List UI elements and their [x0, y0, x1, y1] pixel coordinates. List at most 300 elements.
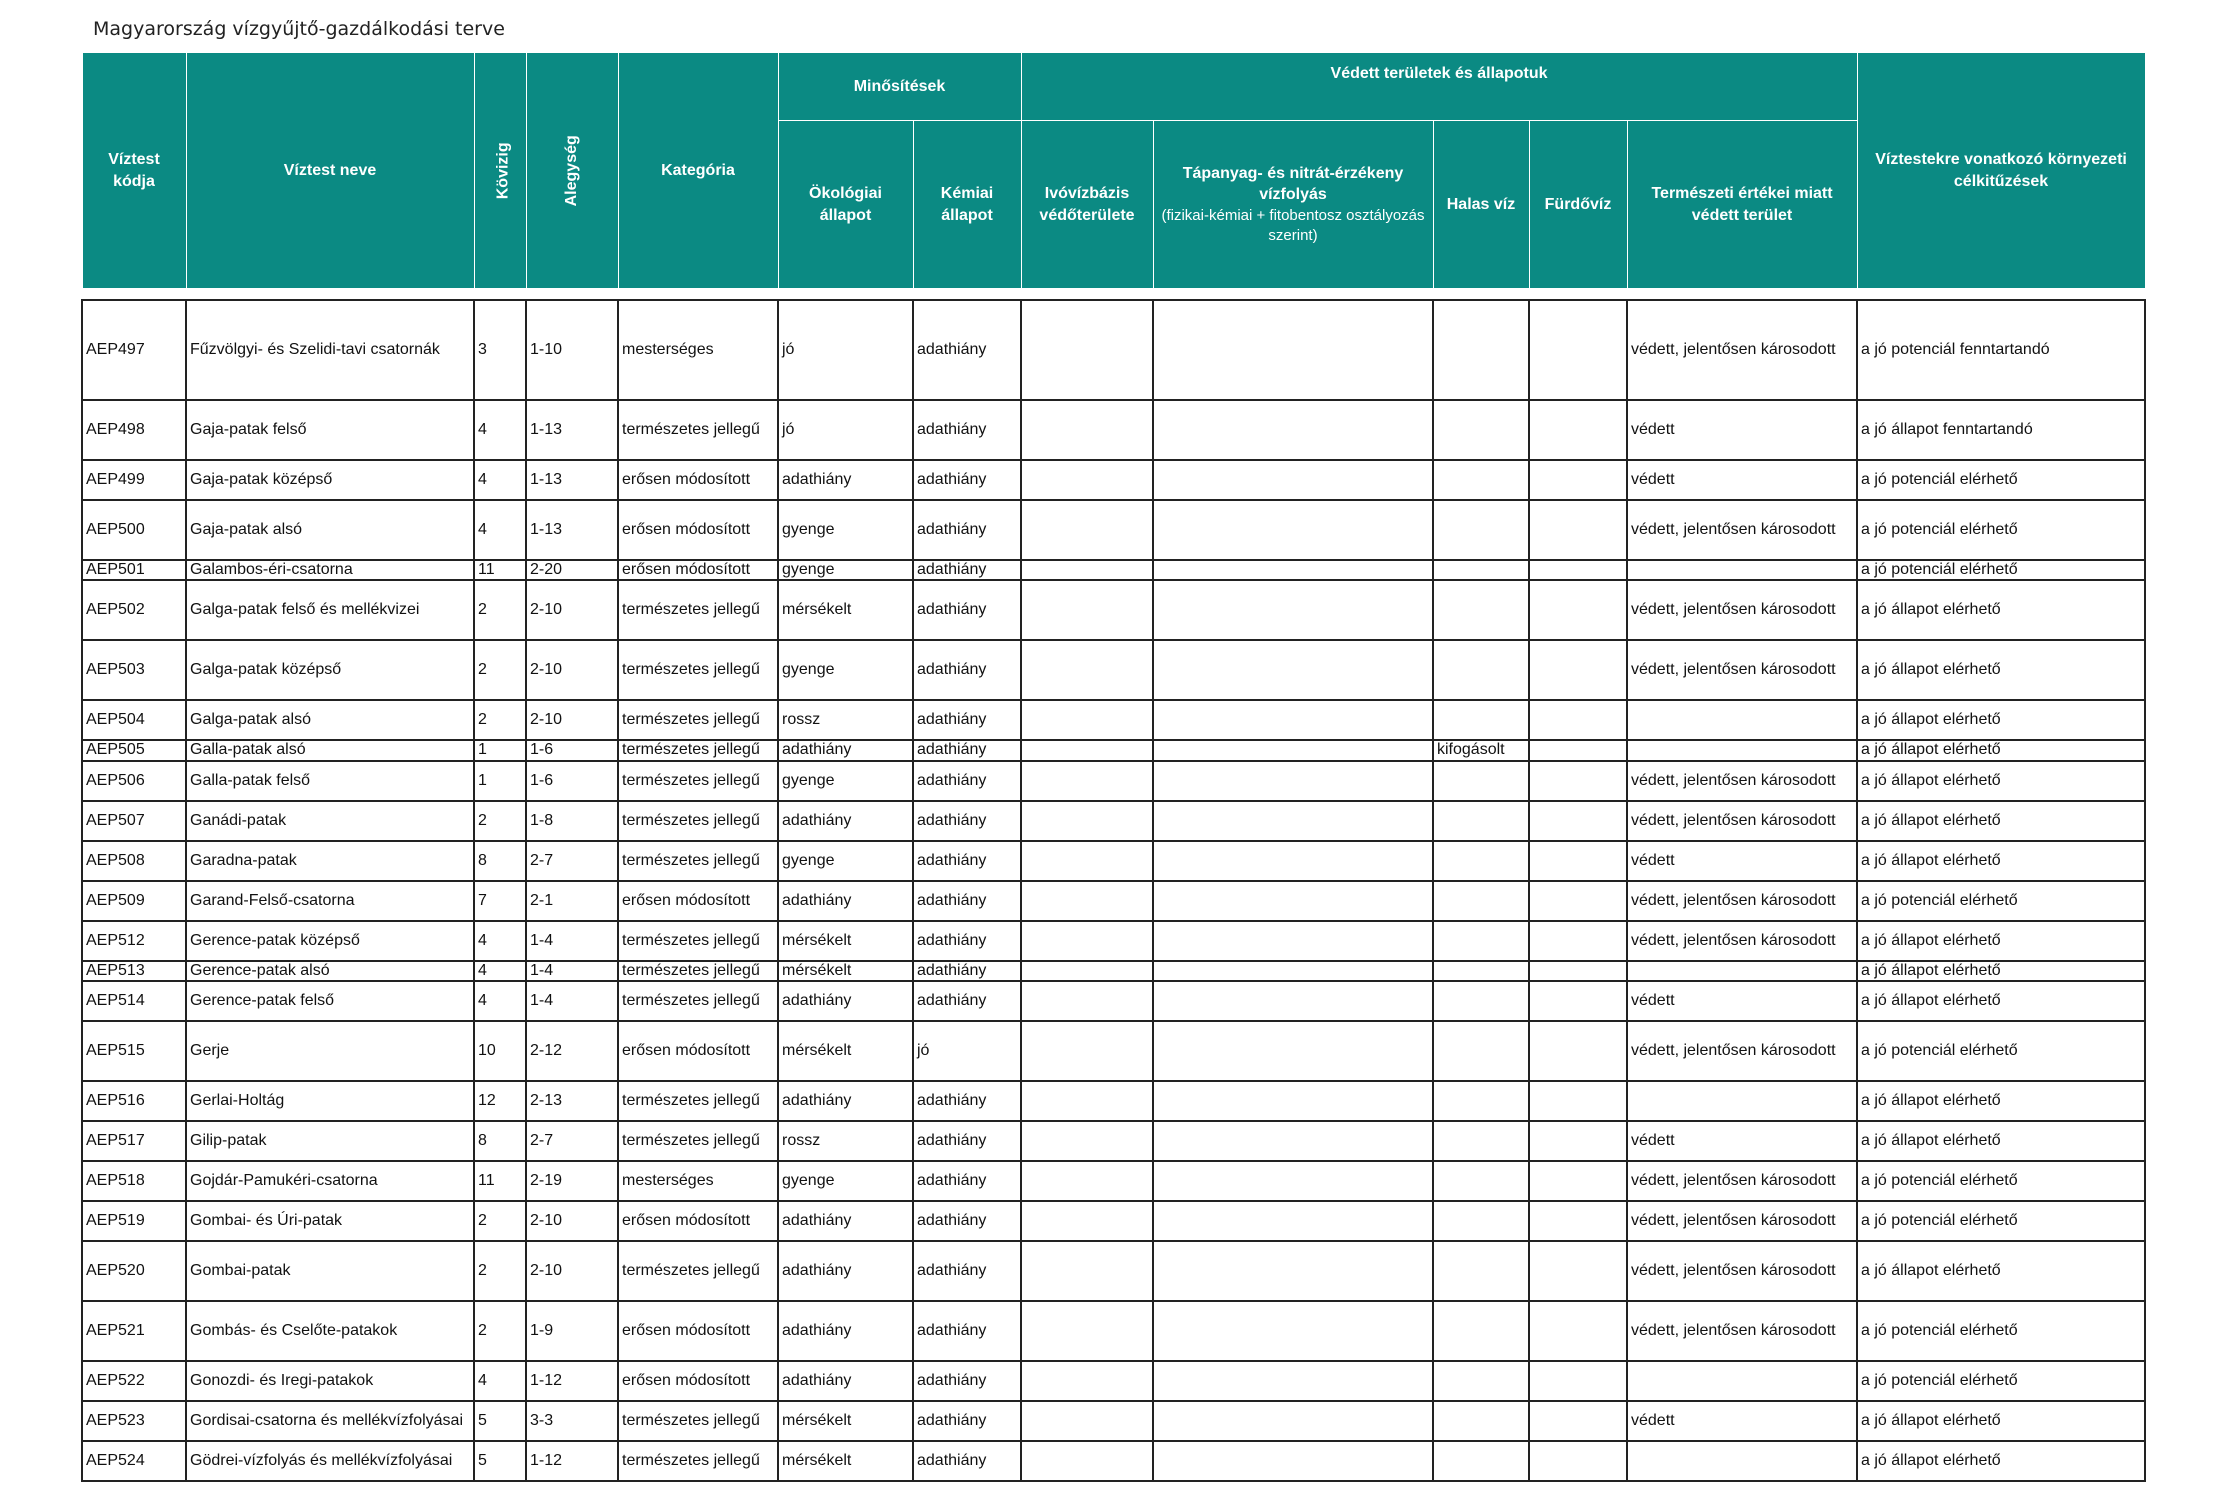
- cell-chemical: adathiány: [913, 400, 1021, 460]
- cell-objective: a jó állapot elérhető: [1857, 1401, 2145, 1441]
- table-row: [82, 1121, 2145, 1161]
- table-row: [82, 1361, 2145, 1401]
- cell-ecological: mérsékelt: [778, 1441, 913, 1481]
- table-row: [82, 1401, 2145, 1441]
- cell-nature: védett, jelentősen károsodott: [1627, 300, 1857, 400]
- cell-name: Galla-patak felső: [186, 761, 474, 801]
- header-code: Víztest kódja: [82, 53, 186, 289]
- cell-category: erősen módosított: [618, 560, 778, 580]
- cell-ecological: gyenge: [778, 1161, 913, 1201]
- cell-code: AEP515: [82, 1021, 186, 1081]
- cell-alegyseg: 2-7: [526, 841, 618, 881]
- cell-category: természetes jellegű: [618, 1441, 778, 1481]
- cell-ecological: adathiány: [778, 1081, 913, 1121]
- cell-nature: védett, jelentősen károsodott: [1627, 580, 1857, 640]
- cell-nutrient: [1153, 300, 1433, 400]
- cell-alegyseg: 1-4: [526, 921, 618, 961]
- cell-objective: a jó állapot elérhető: [1857, 740, 2145, 760]
- cell-nutrient: [1153, 1021, 1433, 1081]
- cell-code: AEP519: [82, 1201, 186, 1241]
- cell-ecological: adathiány: [778, 1301, 913, 1361]
- cell-chemical: adathiány: [913, 1241, 1021, 1301]
- cell-kovizig: 4: [474, 500, 526, 560]
- cell-chemical: adathiány: [913, 1201, 1021, 1241]
- cell-name: Garand-Felső-csatorna: [186, 881, 474, 921]
- cell-name: Gombai-patak: [186, 1241, 474, 1301]
- water-body-table: [81, 52, 2146, 1482]
- cell-nature: védett: [1627, 981, 1857, 1021]
- cell-category: természetes jellegű: [618, 640, 778, 700]
- cell-objective: a jó potenciál elérhető: [1857, 500, 2145, 560]
- cell-alegyseg: 1-8: [526, 801, 618, 841]
- cell-drinking: [1021, 740, 1153, 760]
- cell-ecological: adathiány: [778, 981, 913, 1021]
- cell-kovizig: 2: [474, 700, 526, 740]
- cell-nutrient: [1153, 1401, 1433, 1441]
- cell-bathing: [1529, 1241, 1627, 1301]
- cell-ecological: gyenge: [778, 500, 913, 560]
- cell-nature: védett: [1627, 400, 1857, 460]
- cell-category: erősen módosított: [618, 881, 778, 921]
- cell-nutrient: [1153, 1201, 1433, 1241]
- cell-alegyseg: 1-13: [526, 460, 618, 500]
- cell-name: Gerence-patak középső: [186, 921, 474, 961]
- cell-kovizig: 2: [474, 801, 526, 841]
- cell-bathing: [1529, 961, 1627, 981]
- cell-fish: [1433, 580, 1529, 640]
- cell-fish: [1433, 1401, 1529, 1441]
- cell-name: Ganádi-patak: [186, 801, 474, 841]
- cell-objective: a jó állapot elérhető: [1857, 961, 2145, 981]
- cell-kovizig: 1: [474, 740, 526, 760]
- cell-name: Galla-patak alsó: [186, 740, 474, 760]
- cell-chemical: adathiány: [913, 580, 1021, 640]
- cell-nutrient: [1153, 981, 1433, 1021]
- cell-bathing: [1529, 1161, 1627, 1201]
- cell-code: AEP504: [82, 700, 186, 740]
- cell-nutrient: [1153, 640, 1433, 700]
- cell-category: természetes jellegű: [618, 580, 778, 640]
- cell-code: AEP498: [82, 400, 186, 460]
- cell-drinking: [1021, 1121, 1153, 1161]
- cell-name: Galga-patak felső és mellékvizei: [186, 580, 474, 640]
- cell-nature: védett, jelentősen károsodott: [1627, 801, 1857, 841]
- cell-category: erősen módosított: [618, 500, 778, 560]
- cell-bathing: [1529, 921, 1627, 961]
- cell-drinking: [1021, 1081, 1153, 1121]
- cell-chemical: adathiány: [913, 961, 1021, 981]
- cell-code: AEP524: [82, 1441, 186, 1481]
- cell-fish: [1433, 841, 1529, 881]
- cell-alegyseg: 1-9: [526, 1301, 618, 1361]
- cell-fish: kifogásolt: [1433, 740, 1529, 760]
- cell-chemical: adathiány: [913, 981, 1021, 1021]
- cell-drinking: [1021, 560, 1153, 580]
- table-row: [82, 1161, 2145, 1201]
- cell-objective: a jó potenciál elérhető: [1857, 1161, 2145, 1201]
- header-category: Kategória: [618, 53, 778, 289]
- table-row: [82, 1241, 2145, 1301]
- cell-ecological: adathiány: [778, 801, 913, 841]
- cell-code: AEP509: [82, 881, 186, 921]
- table-row: [82, 801, 2145, 841]
- cell-kovizig: 12: [474, 1081, 526, 1121]
- cell-code: AEP500: [82, 500, 186, 560]
- table-row: [82, 761, 2145, 801]
- cell-fish: [1433, 801, 1529, 841]
- cell-kovizig: 8: [474, 1121, 526, 1161]
- cell-ecological: jó: [778, 300, 913, 400]
- cell-category: erősen módosított: [618, 1201, 778, 1241]
- cell-name: Gerlai-Holtág: [186, 1081, 474, 1121]
- cell-drinking: [1021, 1201, 1153, 1241]
- cell-category: természetes jellegű: [618, 981, 778, 1021]
- cell-chemical: adathiány: [913, 1361, 1021, 1401]
- cell-drinking: [1021, 1021, 1153, 1081]
- cell-alegyseg: 2-20: [526, 560, 618, 580]
- cell-nature: [1627, 560, 1857, 580]
- cell-nature: [1627, 961, 1857, 981]
- cell-drinking: [1021, 500, 1153, 560]
- cell-objective: a jó potenciál elérhető: [1857, 1361, 2145, 1401]
- cell-alegyseg: 1-6: [526, 740, 618, 760]
- cell-nutrient: [1153, 921, 1433, 961]
- cell-bathing: [1529, 740, 1627, 760]
- table-row: [82, 740, 2145, 760]
- cell-alegyseg: 1-4: [526, 961, 618, 981]
- cell-name: Gaja-patak középső: [186, 460, 474, 500]
- cell-chemical: adathiány: [913, 740, 1021, 760]
- cell-objective: a jó állapot elérhető: [1857, 700, 2145, 740]
- cell-fish: [1433, 761, 1529, 801]
- cell-alegyseg: 2-10: [526, 1201, 618, 1241]
- cell-fish: [1433, 921, 1529, 961]
- cell-kovizig: 4: [474, 961, 526, 981]
- cell-nutrient: [1153, 841, 1433, 881]
- cell-ecological: rossz: [778, 700, 913, 740]
- document-title: Magyarország vízgyűjtő-gazdálkodási terve: [93, 18, 505, 40]
- header-ecological: Ökológiai állapot: [778, 121, 913, 289]
- cell-category: természetes jellegű: [618, 841, 778, 881]
- cell-name: Gordisai-csatorna és mellékvízfolyásai: [186, 1401, 474, 1441]
- cell-objective: a jó állapot elérhető: [1857, 1241, 2145, 1301]
- cell-alegyseg: 1-6: [526, 761, 618, 801]
- cell-name: Gombai- és Úri-patak: [186, 1201, 474, 1241]
- cell-ecological: adathiány: [778, 1201, 913, 1241]
- cell-code: AEP506: [82, 761, 186, 801]
- cell-drinking: [1021, 400, 1153, 460]
- cell-name: Gombás- és Cselőte-patakok: [186, 1301, 474, 1361]
- cell-objective: a jó állapot elérhető: [1857, 801, 2145, 841]
- cell-nature: védett, jelentősen károsodott: [1627, 761, 1857, 801]
- cell-nutrient: [1153, 740, 1433, 760]
- cell-name: Gilip-patak: [186, 1121, 474, 1161]
- cell-nature: védett, jelentősen károsodott: [1627, 640, 1857, 700]
- cell-nutrient: [1153, 460, 1433, 500]
- cell-objective: a jó potenciál elérhető: [1857, 1301, 2145, 1361]
- cell-objective: a jó potenciál elérhető: [1857, 560, 2145, 580]
- cell-nature: [1627, 1081, 1857, 1121]
- cell-kovizig: 4: [474, 981, 526, 1021]
- cell-fish: [1433, 1121, 1529, 1161]
- cell-bathing: [1529, 881, 1627, 921]
- cell-category: természetes jellegű: [618, 921, 778, 961]
- cell-alegyseg: 2-19: [526, 1161, 618, 1201]
- cell-name: Gerje: [186, 1021, 474, 1081]
- cell-bathing: [1529, 580, 1627, 640]
- cell-bathing: [1529, 1441, 1627, 1481]
- cell-bathing: [1529, 500, 1627, 560]
- cell-code: AEP514: [82, 981, 186, 1021]
- cell-objective: a jó állapot elérhető: [1857, 640, 2145, 700]
- cell-ecological: mérsékelt: [778, 921, 913, 961]
- cell-ecological: adathiány: [778, 1241, 913, 1301]
- table-row: [82, 841, 2145, 881]
- header-nature: Természeti értékei miatt védett terület: [1627, 121, 1857, 289]
- cell-chemical: adathiány: [913, 640, 1021, 700]
- cell-chemical: adathiány: [913, 560, 1021, 580]
- cell-ecological: gyenge: [778, 640, 913, 700]
- cell-chemical: adathiány: [913, 1441, 1021, 1481]
- cell-nutrient: [1153, 1241, 1433, 1301]
- cell-kovizig: 4: [474, 921, 526, 961]
- cell-alegyseg: 2-10: [526, 700, 618, 740]
- cell-category: erősen módosított: [618, 460, 778, 500]
- cell-fish: [1433, 460, 1529, 500]
- cell-chemical: adathiány: [913, 921, 1021, 961]
- cell-fish: [1433, 1021, 1529, 1081]
- cell-ecological: gyenge: [778, 841, 913, 881]
- cell-chemical: adathiány: [913, 460, 1021, 500]
- header-nutrient-title: Tápanyag- és nitrát-érzékeny vízfolyás: [1182, 164, 1404, 204]
- cell-name: Galambos-éri-csatorna: [186, 560, 474, 580]
- cell-nature: védett: [1627, 1121, 1857, 1161]
- cell-kovizig: 2: [474, 580, 526, 640]
- cell-ecological: mérsékelt: [778, 961, 913, 981]
- cell-drinking: [1021, 700, 1153, 740]
- cell-ecological: adathiány: [778, 1361, 913, 1401]
- cell-drinking: [1021, 841, 1153, 881]
- cell-alegyseg: 3-3: [526, 1401, 618, 1441]
- cell-chemical: adathiány: [913, 801, 1021, 841]
- cell-objective: a jó állapot elérhető: [1857, 1441, 2145, 1481]
- cell-nature: védett, jelentősen károsodott: [1627, 1161, 1857, 1201]
- cell-code: AEP507: [82, 801, 186, 841]
- cell-nature: védett, jelentősen károsodott: [1627, 1241, 1857, 1301]
- cell-kovizig: 5: [474, 1441, 526, 1481]
- cell-category: mesterséges: [618, 300, 778, 400]
- table-row: [82, 580, 2145, 640]
- table-row: [82, 921, 2145, 961]
- cell-fish: [1433, 1081, 1529, 1121]
- cell-category: erősen módosított: [618, 1361, 778, 1401]
- cell-code: AEP513: [82, 961, 186, 981]
- cell-category: természetes jellegű: [618, 1121, 778, 1161]
- table-row: [82, 881, 2145, 921]
- cell-drinking: [1021, 981, 1153, 1021]
- cell-ecological: rossz: [778, 1121, 913, 1161]
- header-bathing: Fürdővíz: [1529, 121, 1627, 289]
- cell-chemical: adathiány: [913, 1401, 1021, 1441]
- cell-category: erősen módosított: [618, 1021, 778, 1081]
- cell-kovizig: 2: [474, 1301, 526, 1361]
- table-row: [82, 1301, 2145, 1361]
- header-alegyseg: Alegység: [526, 53, 618, 289]
- header-drinking: Ivóvízbázis védőterülete: [1021, 121, 1153, 289]
- cell-nutrient: [1153, 1161, 1433, 1201]
- cell-ecological: mérsékelt: [778, 1021, 913, 1081]
- table-row: [82, 400, 2145, 460]
- cell-alegyseg: 1-12: [526, 1361, 618, 1401]
- cell-chemical: adathiány: [913, 1161, 1021, 1201]
- cell-code: AEP523: [82, 1401, 186, 1441]
- cell-nature: védett, jelentősen károsodott: [1627, 881, 1857, 921]
- cell-name: Gaja-patak felső: [186, 400, 474, 460]
- cell-code: AEP502: [82, 580, 186, 640]
- cell-code: AEP516: [82, 1081, 186, 1121]
- cell-bathing: [1529, 841, 1627, 881]
- cell-drinking: [1021, 801, 1153, 841]
- header-chemical: Kémiai állapot: [913, 121, 1021, 289]
- cell-bathing: [1529, 300, 1627, 400]
- cell-drinking: [1021, 1361, 1153, 1401]
- cell-nature: védett, jelentősen károsodott: [1627, 921, 1857, 961]
- cell-nature: védett: [1627, 1401, 1857, 1441]
- cell-nutrient: [1153, 1081, 1433, 1121]
- cell-code: AEP505: [82, 740, 186, 760]
- cell-kovizig: 4: [474, 460, 526, 500]
- cell-bathing: [1529, 1121, 1627, 1161]
- cell-ecological: gyenge: [778, 560, 913, 580]
- cell-objective: a jó állapot elérhető: [1857, 921, 2145, 961]
- cell-code: AEP508: [82, 841, 186, 881]
- cell-kovizig: 8: [474, 841, 526, 881]
- cell-drinking: [1021, 961, 1153, 981]
- cell-category: mesterséges: [618, 1161, 778, 1201]
- cell-objective: a jó potenciál elérhető: [1857, 881, 2145, 921]
- cell-kovizig: 7: [474, 881, 526, 921]
- cell-chemical: adathiány: [913, 1121, 1021, 1161]
- cell-nutrient: [1153, 1121, 1433, 1161]
- cell-objective: a jó potenciál elérhető: [1857, 460, 2145, 500]
- cell-fish: [1433, 700, 1529, 740]
- cell-code: AEP520: [82, 1241, 186, 1301]
- table-row: [82, 460, 2145, 500]
- cell-nature: védett: [1627, 841, 1857, 881]
- cell-ecological: adathiány: [778, 740, 913, 760]
- cell-code: AEP521: [82, 1301, 186, 1361]
- cell-objective: a jó állapot elérhető: [1857, 1081, 2145, 1121]
- table-row: [82, 700, 2145, 740]
- cell-nutrient: [1153, 400, 1433, 460]
- cell-name: Gojdár-Pamukéri-csatorna: [186, 1161, 474, 1201]
- cell-fish: [1433, 300, 1529, 400]
- cell-code: AEP501: [82, 560, 186, 580]
- cell-code: AEP499: [82, 460, 186, 500]
- cell-alegyseg: 2-7: [526, 1121, 618, 1161]
- cell-alegyseg: 2-1: [526, 881, 618, 921]
- cell-nutrient: [1153, 700, 1433, 740]
- cell-code: AEP497: [82, 300, 186, 400]
- cell-chemical: adathiány: [913, 1081, 1021, 1121]
- cell-nutrient: [1153, 761, 1433, 801]
- cell-category: természetes jellegű: [618, 761, 778, 801]
- cell-kovizig: 11: [474, 560, 526, 580]
- cell-kovizig: 2: [474, 1201, 526, 1241]
- cell-nature: védett, jelentősen károsodott: [1627, 1301, 1857, 1361]
- cell-alegyseg: 1-4: [526, 981, 618, 1021]
- table-row: [82, 640, 2145, 700]
- cell-category: természetes jellegű: [618, 1081, 778, 1121]
- cell-category: természetes jellegű: [618, 1401, 778, 1441]
- cell-fish: [1433, 1161, 1529, 1201]
- cell-code: AEP503: [82, 640, 186, 700]
- cell-fish: [1433, 1201, 1529, 1241]
- header-kovizig: Kövizig: [474, 53, 526, 289]
- cell-fish: [1433, 981, 1529, 1021]
- cell-kovizig: 10: [474, 1021, 526, 1081]
- cell-fish: [1433, 1301, 1529, 1361]
- cell-objective: a jó potenciál elérhető: [1857, 1021, 2145, 1081]
- cell-chemical: adathiány: [913, 300, 1021, 400]
- cell-fish: [1433, 961, 1529, 981]
- cell-ecological: gyenge: [778, 761, 913, 801]
- cell-nature: [1627, 1441, 1857, 1481]
- cell-name: Gaja-patak alsó: [186, 500, 474, 560]
- cell-kovizig: 4: [474, 400, 526, 460]
- cell-nutrient: [1153, 961, 1433, 981]
- cell-drinking: [1021, 1241, 1153, 1301]
- cell-nutrient: [1153, 500, 1433, 560]
- header-protected-group: Védett területek és állapotuk: [1021, 53, 1857, 121]
- cell-code: AEP518: [82, 1161, 186, 1201]
- header-objectives: Víztestekre vonatkozó környezeti célkitűzések: [1857, 53, 2145, 289]
- cell-drinking: [1021, 1301, 1153, 1361]
- cell-fish: [1433, 500, 1529, 560]
- cell-fish: [1433, 560, 1529, 580]
- cell-alegyseg: 1-13: [526, 400, 618, 460]
- cell-bathing: [1529, 460, 1627, 500]
- table-row: [82, 500, 2145, 560]
- cell-chemical: adathiány: [913, 841, 1021, 881]
- cell-bathing: [1529, 801, 1627, 841]
- table-body: [82, 300, 2145, 1481]
- cell-chemical: adathiány: [913, 761, 1021, 801]
- cell-chemical: jó: [913, 1021, 1021, 1081]
- cell-nutrient: [1153, 1301, 1433, 1361]
- cell-bathing: [1529, 1361, 1627, 1401]
- header-name: Víztest neve: [186, 53, 474, 289]
- table-row: [82, 560, 2145, 580]
- table-row: [82, 961, 2145, 981]
- cell-drinking: [1021, 580, 1153, 640]
- table-row: [82, 1021, 2145, 1081]
- cell-category: természetes jellegű: [618, 961, 778, 981]
- cell-alegyseg: 1-10: [526, 300, 618, 400]
- cell-ecological: mérsékelt: [778, 1401, 913, 1441]
- cell-bathing: [1529, 981, 1627, 1021]
- cell-category: természetes jellegű: [618, 700, 778, 740]
- cell-fish: [1433, 881, 1529, 921]
- cell-alegyseg: 1-12: [526, 1441, 618, 1481]
- cell-fish: [1433, 400, 1529, 460]
- cell-fish: [1433, 1441, 1529, 1481]
- cell-nutrient: [1153, 1361, 1433, 1401]
- cell-name: Gonozdi- és Iregi-patakok: [186, 1361, 474, 1401]
- cell-chemical: adathiány: [913, 500, 1021, 560]
- cell-drinking: [1021, 761, 1153, 801]
- cell-code: AEP512: [82, 921, 186, 961]
